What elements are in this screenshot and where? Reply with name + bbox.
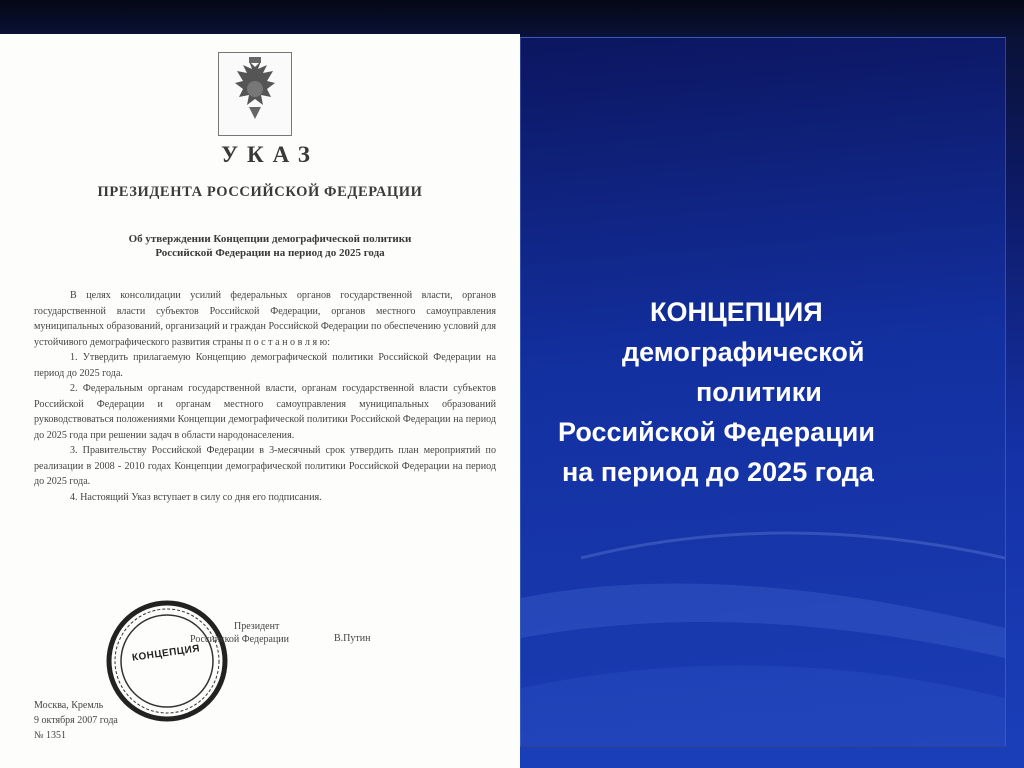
slide-title — [530, 292, 1000, 492]
document-subject — [40, 232, 500, 260]
body-paragraph: 1. Утвердить прилагаемую Концепцию демографической политики Российской Федерации на период до 2025 года. — [34, 352, 496, 379]
body-paragraph: В целях консолидации усилий федеральных органов государственной власти, органов государственной власти субъектов Российской Федерации, органов местного самоуправления муниципальных образований, организаций и граждан Российской Федерации по обеспечению условий для устойчивого демографического развития страны п о с т а н о в л я ю: — [34, 290, 496, 348]
title-line: политики — [696, 377, 822, 407]
document-type: УКАЗ — [221, 142, 319, 167]
seal-text: КОНЦЕПЦИЯ — [131, 643, 201, 664]
signatory-title — [190, 620, 289, 646]
document-issuer: ПРЕЗИДЕНТА РОССИЙСКОЙ ФЕДЕРАЦИИ — [97, 184, 423, 200]
official-seal-icon — [104, 598, 230, 724]
place-and-date — [34, 698, 118, 743]
place-line: Москва, Кремль — [34, 700, 104, 711]
title-line: на период до 2025 года — [562, 457, 874, 487]
document-body — [34, 288, 496, 505]
title-line: демографической — [622, 337, 865, 367]
decree-number: № 1351 — [34, 730, 67, 741]
signatory-name: В.Путин — [334, 633, 371, 644]
body-paragraph: 4. Настоящий Указ вступает в силу со дня его подписания. — [70, 491, 322, 503]
subject-line: Об утверждении Концепции демографической политики — [128, 233, 412, 245]
subject-line: Российской Федерации на период до 2025 года — [155, 247, 385, 259]
title-line: Российской Федерации — [558, 417, 875, 447]
decree-document — [0, 34, 520, 768]
signatory-title-line: Президент — [234, 621, 280, 632]
date-line: 9 октября 2007 года — [34, 715, 118, 726]
body-paragraph: 2. Федеральным органам государственной власти, органам государственной власти субъектов Российской Федерации и органам местного самоуправления муниципальных образований руководствоваться положениями Концепции демографической политики Российской Федерации на период до 2025 года при решении задач в области народонаселения. — [34, 383, 496, 441]
russian-coat-of-arms-icon — [218, 52, 292, 136]
title-line: КОНЦЕПЦИЯ — [650, 297, 823, 327]
body-paragraph: 3. Правительству Российской Федерации в 3-месячный срок утвердить план мероприятий по реализации в 2008 - 2010 годах Концепции демографической политики Российской Федерации на период до 2025 года. — [34, 445, 496, 487]
signatory-title-line: Российской Федерации — [190, 634, 290, 645]
